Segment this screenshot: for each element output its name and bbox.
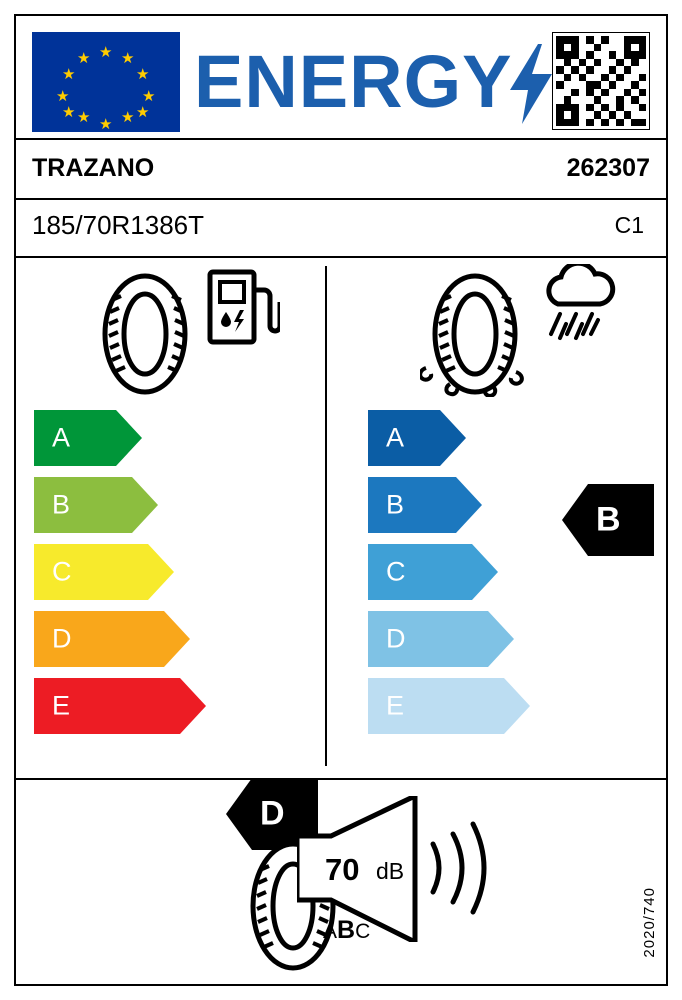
noise-class-scale (323, 916, 370, 945)
noise-class-b: B (337, 916, 356, 944)
qr-code (552, 32, 650, 130)
noise-unit: dB (376, 858, 405, 884)
brand-row (16, 140, 666, 198)
grade-letter-d: D (52, 623, 72, 654)
tyre-size-row (16, 200, 666, 256)
grade-letter-c: C (386, 556, 406, 587)
noise-graphic (241, 796, 501, 972)
grade-row-a (34, 410, 142, 466)
grade-letter-a: A (52, 422, 71, 453)
noise-section (16, 780, 666, 986)
rain-cloud-icon (536, 264, 622, 348)
tyre-icon (90, 272, 200, 397)
fuel-efficiency-grades (34, 410, 206, 745)
grade-letter-b: B (386, 489, 405, 520)
grade-letter-b: B (52, 489, 71, 520)
grade-letter-e: E (52, 690, 71, 721)
grade-row-e (34, 678, 206, 734)
grade-row-c (34, 544, 174, 600)
grade-row-b (368, 477, 482, 533)
wet-selected-grade: B (596, 500, 621, 539)
grade-row-b (34, 477, 158, 533)
grade-row-d (368, 611, 514, 667)
tyre-size: 185/70R1386T (32, 210, 205, 240)
tyre-class: C1 (614, 212, 644, 238)
lightning-bolt-icon (508, 44, 554, 124)
grade-row-c (368, 544, 498, 600)
noise-class-a: A (323, 920, 338, 943)
tyre-icon (420, 272, 530, 397)
grade-row-a (368, 410, 466, 466)
energy-wordmark: ENERGY (194, 40, 513, 123)
grade-arrow-a (34, 410, 142, 466)
grade-row-e (368, 678, 530, 734)
fuel-pump-icon (206, 268, 280, 346)
noise-value: 70 (325, 852, 360, 887)
brand-name: TRAZANO (32, 154, 155, 182)
noise-class-c: C (355, 920, 371, 943)
grade-arrow-a (368, 410, 466, 466)
grade-row-d (34, 611, 190, 667)
label-header (16, 16, 666, 138)
product-code: 262307 (566, 154, 650, 182)
grades-section (16, 258, 666, 833)
energy-label-card (14, 14, 668, 986)
eu-flag: ★ ★ ★ ★ ★ ★ ★ ★ ★ ★ ★ ★ (32, 32, 180, 132)
sound-waves-icon (427, 814, 499, 922)
grade-letter-c: C (52, 556, 72, 587)
regulation-reference: 2020/740 (641, 887, 658, 958)
fuel-selected-grade: D (260, 794, 285, 833)
grade-letter-a: A (386, 422, 405, 453)
grade-letter-d: D (386, 623, 406, 654)
wet-grip-grades (368, 410, 530, 745)
qr-code-pattern (556, 36, 646, 126)
grade-letter-e: E (386, 690, 405, 721)
pictogram-row (16, 258, 666, 408)
wet-selected-pointer (562, 484, 654, 556)
